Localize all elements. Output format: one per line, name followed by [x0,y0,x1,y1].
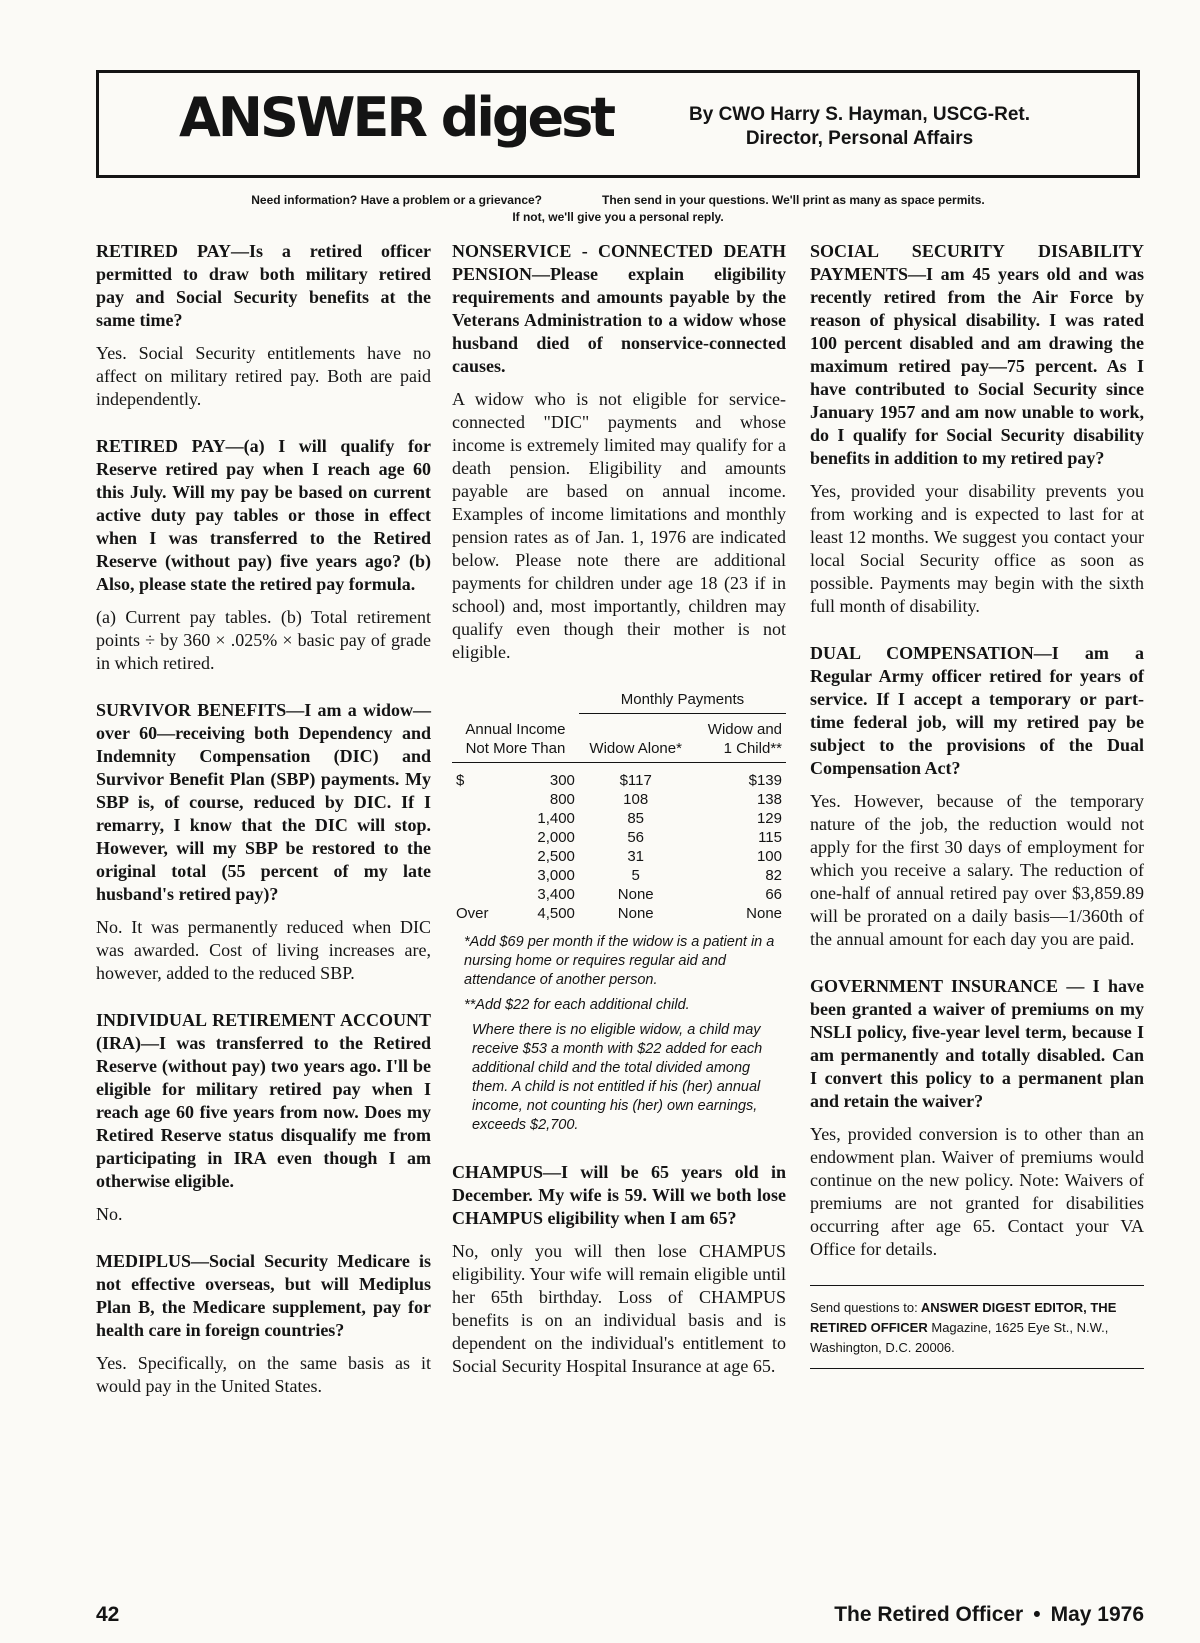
note-child: **Add $22 for each additional child. [464,997,690,1013]
qa-champus [452,1161,786,1378]
qa-mediplus [96,1250,431,1398]
question: DUAL COMPENSATION—I am a Regular Army officer retired for years of service. If I accept a temporary or part-time federal job, will my retired pay be subject to the provisions of the Dual Compensation Act? [810,643,1144,778]
income-value: 2,500 [537,848,575,865]
answer: No. [96,1204,123,1224]
qa-retired-pay-social-security [96,240,431,411]
answer: Yes, provided conversion is to other than an endowment plan. Waiver of premiums would continue on the new policy. Note: Waivers of premiums are not granted for disabilities occurring after age 65. Contact your VA Office for details. [810,1124,1144,1259]
table-row [452,790,786,809]
send-editor: ANSWER DIGEST EDITOR, [920,1300,1087,1315]
cell-income [452,809,579,828]
footer-title [810,1603,1144,1627]
income-value: 2,000 [537,829,575,846]
byline-title: Director, Personal Affairs [745,128,974,149]
byline [689,103,1030,151]
tagline-part1: Need information? Have a problem or a grievance? [251,193,542,207]
table-row [452,809,786,828]
cell-widow-child: 66 [765,886,782,903]
note-no-widow: Where there is no eligible widow, a child may receive $53 a month with $22 added for each additional child and the total divided among them. A child is not entitled if his (her) annual income, not counting his (her) own earnings, exceeds $2,700. [472,1022,763,1133]
question: NONSERVICE - CONNECTED DEATH PENSION—Please explain eligibility requirements and amounts payable by the Veterans Administration to a widow whose husband died of nonservice-connected causes. [452,241,786,376]
table-row [452,885,786,904]
qa-government-insurance [810,975,1144,1261]
question: MEDIPLUS—Social Security Medicare is not effective overseas, but will Mediplus Plan B, the Medicare supplement, pay for health care in foreign countries? [96,1251,431,1340]
cell-widow-child: None [746,905,782,922]
cell-widow-child: 138 [756,791,782,808]
income-value: 4,500 [537,905,575,922]
send-publication: THE RETIRED OFFICER [810,1300,1117,1335]
cell-income [452,763,579,791]
question: INDIVIDUAL RETIREMENT ACCOUNT (IRA)—I was transferred to the Retired Reserve (without pay) two years ago. I'll be eligible for military retired pay when I reach age 60 five years from now. Does my Retired Reserve status disqualify me from participating in IRA even though I am otherwise eligible. [96,1010,431,1191]
question: RETIRED PAY—(a) I will qualify for Reserve retired pay when I reach age 60 this July. Will my pay be based on current active duty pay tables or those in effect when I was transferred to the Retired Reserve (without pay) five years ago? (b) Also, please state the retired pay formula. [96,436,431,594]
qa-ira [96,1009,431,1226]
income-prefix: $ [456,772,465,789]
qa-social-security-disability [810,240,1144,618]
answer: A widow who is not eligible for service-connected "DIC" payments and whose income is extremely limited may qualify for a death pension. Eligibility and amounts payable are based on annual income. Examples of income limitations and monthly pension rates as of Jan. 1, 1976 are indicated below. Please note there are additional payments for children under age 18 (23 if in school) and, most importantly, children may qualify even though their mother is not eligible. [452,389,786,662]
cell-widow-alone: $117 [619,772,652,789]
income-value: 3,400 [537,886,575,903]
send-address: Magazine, 1625 Eye St., N.W., Washington, D.C. 20006. [810,1320,1109,1355]
qa-survivor-benefits [96,699,431,985]
answer: No, only you will then lose CHAMPUS eligibility. Your wife will remain eligible until her 65th birthday. Loss of CHAMPUS benefits is on an individual basis and is dependent on the individual's entitlement to Social Security Hospital Insurance at age 65. [452,1241,786,1376]
cell-widow-child: 115 [758,829,782,846]
cell-income [452,828,579,847]
table-header-widow-child: Widow and 1 Child** [692,714,786,763]
table-group-header: Monthly Payments [579,690,786,714]
table-row [452,866,786,885]
cell-widow-child: 129 [756,810,782,827]
send-questions-box [810,1285,1144,1369]
cell-income [452,885,579,904]
footer-separator: • [1033,1603,1041,1626]
cell-widow-child: $139 [748,772,782,789]
masthead [96,70,1140,178]
answer: Yes. Social Security entitlements have no affect on military retired pay. Both are paid independently. [96,343,431,409]
cell-income [452,866,579,885]
question: RETIRED PAY—Is a retired officer permitted to draw both military retired pay and Social Security benefits at the same time? [96,241,431,330]
page-number: 42 [96,1603,120,1626]
column-2 [452,240,786,1402]
question: GOVERNMENT INSURANCE — I have been granted a waiver of premiums on my NSLI policy, five-year level term, because I am permanently and totally disabled. Can I convert this policy to a permanent plan and retain the waiver? [810,976,1144,1111]
answer: Yes. Specifically, on the same basis as it would pay in the United States. [96,1353,431,1396]
cell-widow-alone: 56 [627,829,645,846]
qa-retired-pay-reserve [96,435,431,675]
table-header-income: Annual Income Not More Than [452,714,579,763]
cell-widow-alone: 31 [627,848,645,865]
answer: Yes. However, because of the temporary nature of the job, the reduction would not apply for the first 30 days of employment for which you receive a salary. The reduction of one-half of annual retired pay over $3,859.89 will be prorated on a daily basis—1/360th of the annual amount for each day you are paid. [810,791,1144,949]
note-widow: *Add $69 per month if the widow is a patient in a nursing home or requires regular aid and attendance of another person. [464,934,775,988]
question: SURVIVOR BENEFITS—I am a widow—over 60—receiving both Dependency and Indemnity Compensation (DIC) and Survivor Benefit Plan (SBP) payments. My SBP is, of course, reduced by DIC. If I remarry, I know that the DIC will stop. However, will my SBP be restored to the original total (55 percent of my late husband's retired pay)? [96,700,431,904]
cell-widow-child: 100 [756,848,782,865]
table-row [452,904,786,923]
qa-dual-compensation [810,642,1144,951]
answer-digest-logo: ANSWER digest [179,86,614,149]
table-body [452,763,786,924]
cell-widow-alone: None [617,886,654,903]
pension-table [452,690,786,923]
column-1 [96,240,431,1422]
income-value: 800 [549,791,575,808]
income-value: 300 [549,772,575,789]
qa-death-pension [452,240,786,664]
cell-income [452,847,579,866]
cell-widow-alone: 108 [623,791,649,808]
tagline [96,192,1140,226]
cell-widow-alone: 5 [631,867,640,884]
cell-income [452,904,579,923]
tagline-part3: If not, we'll give you a personal reply. [512,210,724,224]
answer: Yes, provided your disability prevents you from working and is expected to last for at least 12 months. We suggest you contact your local Social Security office as soon as possible. Payments may begin with the sixth full month of disability. [810,481,1144,616]
answer: No. It was permanently reduced when DIC was awarded. Cost of living increases are, however, added to the reduced SBP. [96,917,431,983]
cell-widow-child: 82 [765,867,782,884]
table-header-widow-alone: Widow Alone* [579,714,693,763]
byline-author: By CWO Harry S. Hayman, USCG-Ret. [689,104,1031,125]
income-value: 1,400 [537,810,575,827]
question: CHAMPUS—I will be 65 years old in December. My wife is 59. Will we both lose CHAMPUS eligibility when I am 65? [452,1162,786,1228]
answer: (a) Current pay tables. (b) Total retirement points ÷ by 360 × .025% × basic pay of grade in which retired. [96,607,431,673]
cell-income [452,790,579,809]
send-label: Send questions to: [810,1300,918,1315]
cell-widow-alone: 85 [627,810,645,827]
table-notes [464,933,786,1135]
income-value: 3,000 [537,867,575,884]
table-row [452,763,786,791]
column-3 [810,240,1144,1369]
footer-issue: May 1976 [1050,1603,1144,1626]
question: SOCIAL SECURITY DISABILITY PAYMENTS—I am 45 years old and was recently retired from the Air Force by reason of physical disability. I was rated 100 percent disabled and am drawing the maximum retired pay—75 percent. As I have contributed to Social Security since January 1957 and am now unable to work, do I qualify for Social Security disability benefits in addition to my retired pay? [810,241,1144,468]
cell-widow-alone: None [617,905,654,922]
table-row [452,828,786,847]
footer-magazine: The Retired Officer [834,1603,1024,1626]
tagline-part2: Then send in your questions. We'll print as many as space permits. [602,193,985,207]
income-prefix: Over [456,905,489,922]
table-row [452,847,786,866]
